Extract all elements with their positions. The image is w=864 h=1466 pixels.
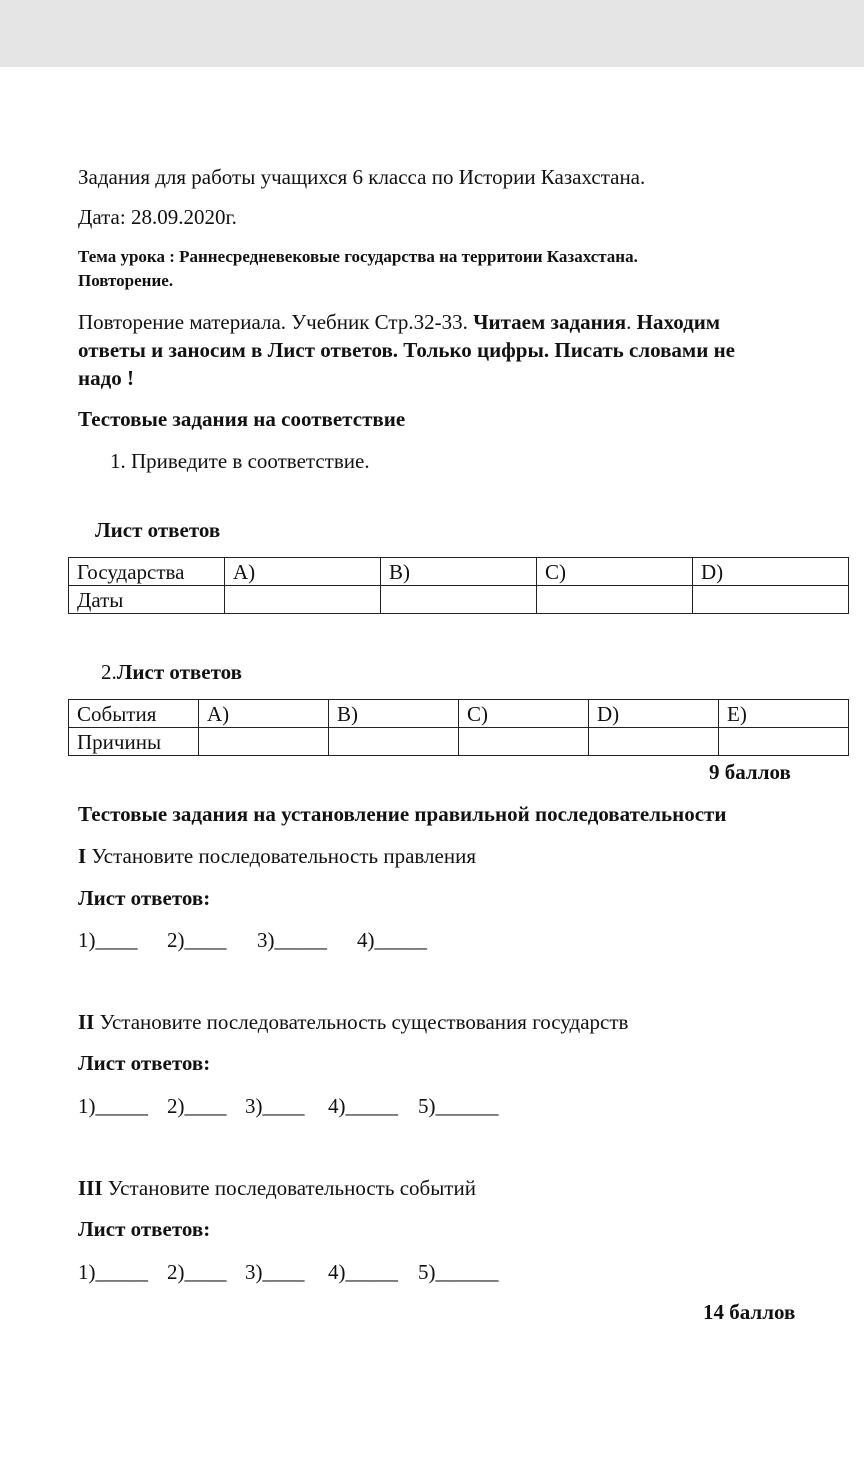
instructions-normal: Повторение материала. Учебник Стр.32-33. — [78, 310, 474, 334]
table-row — [69, 700, 849, 728]
table-cell: B) — [381, 558, 537, 586]
table-cell: A) — [199, 700, 329, 728]
table-cell: C) — [459, 700, 589, 728]
answer-blank[interactable]: 2)____ — [167, 1260, 227, 1284]
answer-cell[interactable] — [199, 728, 329, 756]
instructions-line-2: ответы и заносим в Лист ответов. Только цифры. Писать словами не — [78, 338, 735, 362]
answer-blank[interactable]: 3)____ — [245, 1094, 305, 1118]
answer-sheet-label: Лист ответов — [95, 518, 221, 542]
instructions-line-1 — [78, 309, 720, 335]
answer-blank[interactable]: 4)_____ — [328, 1260, 398, 1284]
answer-blank[interactable]: 5)______ — [418, 1094, 499, 1118]
table-cell: E) — [719, 700, 849, 728]
header-line: Задания для работы учащихся 6 класса по Истории Казахстана. — [78, 165, 646, 189]
answer-sheet-2-label — [101, 659, 242, 685]
answer-cell[interactable] — [329, 728, 459, 756]
answer-cell[interactable] — [459, 728, 589, 756]
score-14: 14 баллов — [703, 1300, 796, 1324]
table-cell: D) — [693, 558, 849, 586]
instructions-bold-1: Читаем задания — [473, 310, 627, 334]
answer-table-2 — [68, 699, 849, 756]
answer-table-1 — [68, 557, 849, 614]
table-cell: C) — [537, 558, 693, 586]
section2-title: Тестовые задания на установление правильной последовательности — [78, 802, 727, 826]
answer-blank[interactable]: 2)____ — [167, 1094, 227, 1118]
answer-cell[interactable] — [537, 586, 693, 614]
topic-line-1: Тема урока : Раннесредневековые государства на территоии Казахстана. — [78, 247, 638, 266]
answer-cell[interactable] — [719, 728, 849, 756]
section1-item-1: 1. Приведите в соответствие. — [110, 449, 370, 473]
answer-blank[interactable]: 1)_____ — [78, 1260, 148, 1284]
answer-blank[interactable]: 3)_____ — [257, 928, 327, 952]
topic-line-2: Повторение. — [78, 271, 174, 290]
part3-numeral: III — [78, 1176, 103, 1200]
answer-sheet-2-prefix: 2. — [101, 660, 117, 684]
answer-blank[interactable]: 4)_____ — [328, 1094, 398, 1118]
part3-answer-label: Лист ответов: — [78, 1217, 211, 1241]
answer-cell[interactable] — [693, 586, 849, 614]
top-bar — [0, 0, 864, 67]
table-cell: B) — [329, 700, 459, 728]
answer-cell[interactable] — [589, 728, 719, 756]
answer-blank[interactable]: 4)_____ — [357, 928, 427, 952]
instructions-line-3: надо ! — [78, 366, 134, 390]
answer-blank[interactable]: 2)____ — [167, 928, 227, 952]
answer-sheet-2-text: Лист ответов — [116, 660, 242, 684]
score-9: 9 баллов — [709, 760, 791, 784]
instructions-bold-2: Находим — [636, 310, 721, 334]
answer-cell[interactable] — [225, 586, 381, 614]
instructions-dot: . — [626, 310, 637, 334]
table-cell: Даты — [69, 586, 225, 614]
answer-blank[interactable]: 1)_____ — [78, 1094, 148, 1118]
table-cell: D) — [589, 700, 719, 728]
table-cell: A) — [225, 558, 381, 586]
table-row — [69, 586, 849, 614]
part3-text: Установите последовательность событий — [102, 1176, 476, 1200]
table-row — [69, 558, 849, 586]
date-line: Дата: 28.09.2020г. — [78, 205, 237, 229]
table-cell: События — [69, 700, 199, 728]
part1-text: Установите последовательность правления — [86, 844, 476, 868]
part2-text: Установите последовательность существования государств — [94, 1010, 629, 1034]
part1-answer-label: Лист ответов: — [78, 886, 211, 910]
table-cell: Причины — [69, 728, 199, 756]
table-row — [69, 728, 849, 756]
table-cell: Государства — [69, 558, 225, 586]
answer-cell[interactable] — [381, 586, 537, 614]
answer-blank[interactable]: 1)____ — [78, 928, 138, 952]
part2-numeral: II — [78, 1010, 95, 1034]
part2-heading — [78, 1009, 628, 1035]
part3-heading — [78, 1175, 476, 1201]
answer-blank[interactable]: 5)______ — [418, 1260, 499, 1284]
part1-heading — [78, 843, 476, 869]
section1-title: Тестовые задания на соответствие — [78, 407, 406, 431]
part2-answer-label: Лист ответов: — [78, 1051, 211, 1075]
part1-numeral: I — [78, 844, 87, 868]
answer-blank[interactable]: 3)____ — [245, 1260, 305, 1284]
